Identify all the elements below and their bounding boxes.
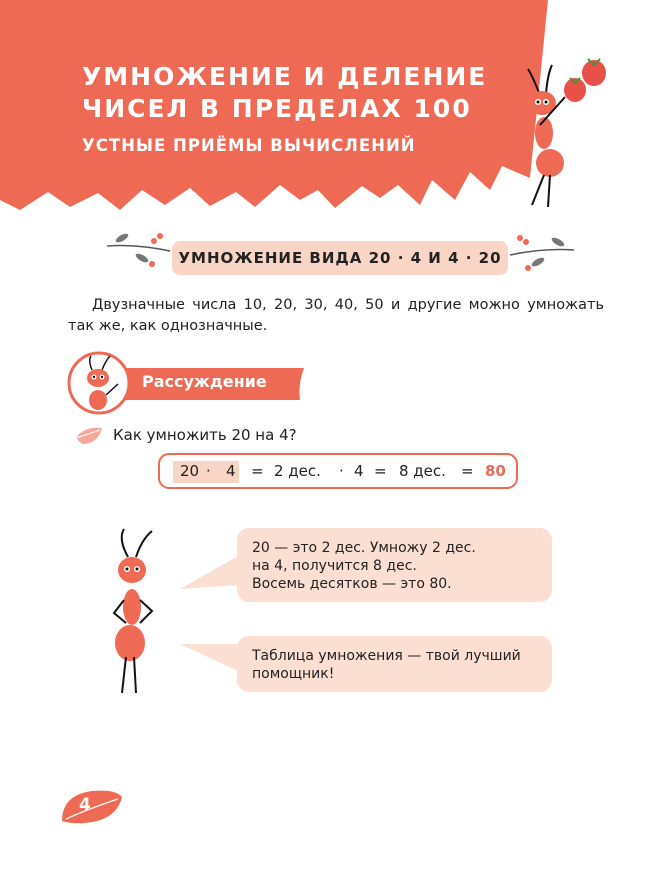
formula-equals: = xyxy=(374,462,387,480)
leaf-icon xyxy=(74,424,106,448)
bubble2-line: помощник! xyxy=(252,666,335,682)
bubble1-line: 20 — это 2 дес. Умножу 2 дес. xyxy=(252,540,476,556)
branch-left-icon xyxy=(102,226,172,271)
reasoning-label: Рассуждение xyxy=(142,372,267,391)
bubble2-line: Таблица умножения — твой лучший xyxy=(252,648,521,664)
branch-right-icon xyxy=(508,230,578,275)
ant-thinking-illustration xyxy=(100,525,180,695)
page-title-line2: ЧИСЕЛ В ПРЕДЕЛАХ 100 xyxy=(82,94,472,123)
formula-dot: · xyxy=(339,462,344,480)
page-subtitle: УСТНЫЕ ПРИЁМЫ ВЫЧИСЛЕНИЙ xyxy=(82,136,416,155)
formula-dot: · xyxy=(206,462,211,480)
bubble2-tail xyxy=(180,642,240,682)
formula-factor-b: 4 xyxy=(226,462,236,480)
bubble1-line: Восемь десятков — это 80. xyxy=(252,576,452,592)
formula-tens: 2 дес. xyxy=(274,462,321,480)
question-text: Как умножить 20 на 4? xyxy=(113,426,297,444)
speech-bubble-1-text xyxy=(252,539,542,593)
bubble1-line: на 4, получится 8 дес. xyxy=(252,558,417,574)
section-heading-badge: УМНОЖЕНИЕ ВИДА 20 · 4 И 4 · 20 xyxy=(172,241,508,275)
page-number: 4 xyxy=(79,795,91,815)
bubble1-tail xyxy=(180,555,240,595)
page-title-line1: УМНОЖЕНИЕ И ДЕЛЕНИЕ xyxy=(82,62,488,91)
formula-equals: = xyxy=(461,462,474,480)
formula-equals: = xyxy=(251,462,264,480)
formula-tens-result: 8 дес. xyxy=(399,462,446,480)
formula-factor: 4 xyxy=(354,462,364,480)
ant-avatar-icon xyxy=(66,350,132,416)
formula-factor-a: 20 xyxy=(180,462,200,480)
page-number-leaf-icon xyxy=(58,787,124,827)
speech-bubble-2-text xyxy=(252,647,542,683)
formula-result: 80 xyxy=(485,462,506,480)
ant-with-strawberries-illustration xyxy=(510,55,610,215)
intro-text: Двузначные числа 10, 20, 30, 40, 50 и другие можно умножать так же, как однозначные. xyxy=(68,297,604,334)
intro-paragraph xyxy=(68,295,604,337)
